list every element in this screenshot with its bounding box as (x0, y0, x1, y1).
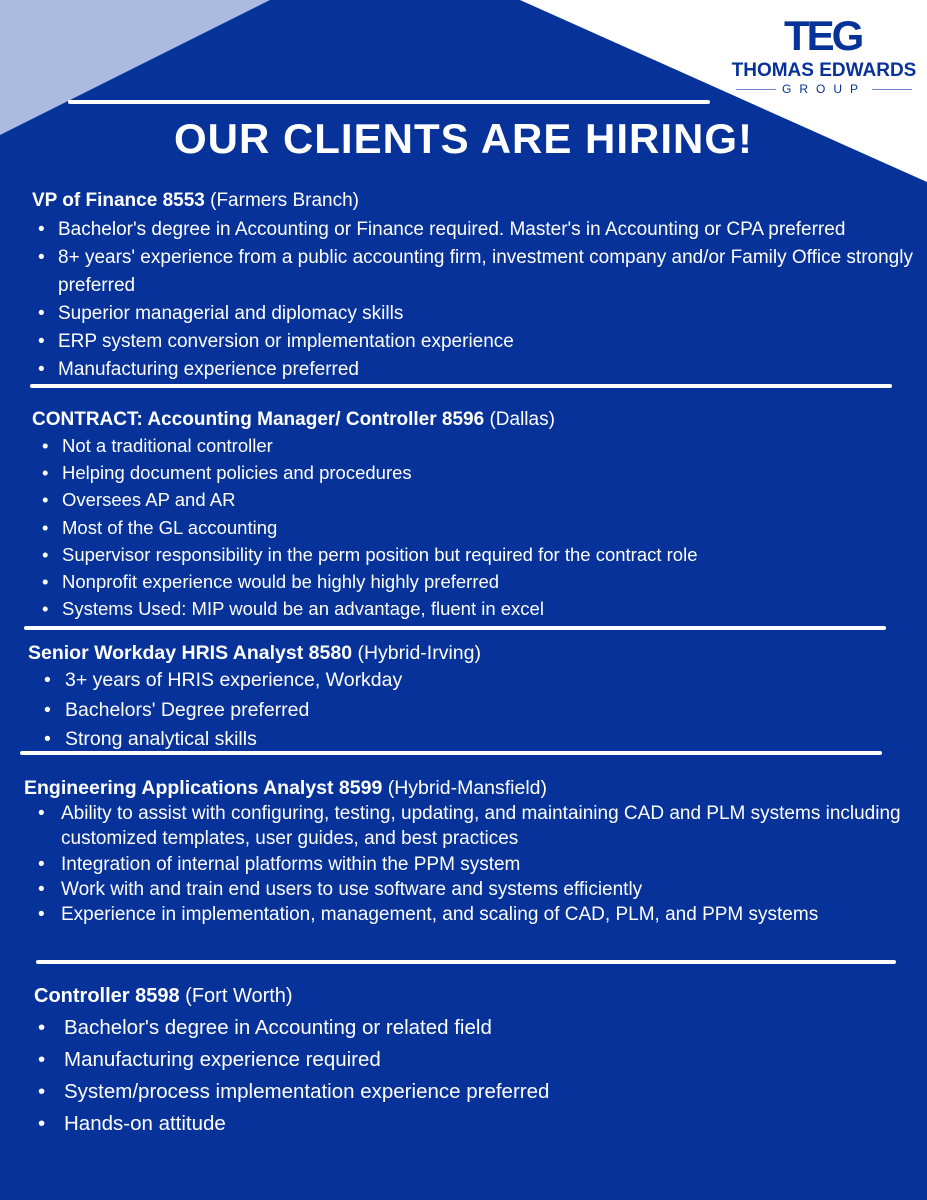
list-item: • Supervisor responsibility in the perm position but required for the contract role (32, 541, 912, 568)
job-location: (Hybrid-Irving) (357, 642, 481, 664)
job-title-text: VP of Finance 8553 (32, 190, 205, 211)
list-item: • Hands-on attitude (34, 1108, 914, 1140)
list-item: • Nonprofit experience would be highly highly preferred (32, 568, 912, 595)
job-location: (Fort Worth) (185, 985, 293, 1007)
list-item: • Bachelor's degree in Accounting or related field (34, 1012, 914, 1044)
job-listing-vp-finance (32, 189, 920, 384)
job-title (28, 640, 908, 666)
list-item: • Manufacturing experience preferred (32, 356, 920, 384)
list-item: • Strong analytical skills (28, 725, 908, 755)
job-listing-accounting-manager (32, 408, 912, 622)
job-title-text: Engineering Applications Analyst 8599 (24, 777, 383, 799)
logo-company-name: THOMAS EDWARDS (731, 60, 917, 81)
page-title: OUR CLIENTS ARE HIRING! (173, 115, 754, 162)
list-item: • Ability to assist with configuring, testing, updating, and maintaining CAD and PLM systems including customized templates, user guides, and best practices (24, 801, 904, 852)
list-item: • Not a traditional controller (32, 432, 912, 459)
list-item: • 8+ years' experience from a public accounting firm, investment company and/or Family Office strongly preferred (32, 244, 920, 300)
list-item: • Experience in implementation, management, and scaling of CAD, PLM, and PPM systems (24, 902, 904, 927)
list-item: • System/process implementation experience preferred (34, 1076, 914, 1108)
list-item: • Bachelors' Degree preferred (28, 696, 908, 726)
job-title (32, 189, 920, 213)
section-divider (36, 960, 896, 964)
list-item: • Oversees AP and AR (32, 486, 912, 513)
job-requirements-list (34, 1012, 914, 1140)
job-title-text: Senior Workday HRIS Analyst 8580 (28, 642, 353, 664)
job-title (24, 775, 904, 801)
list-item: • Integration of internal platforms within the PPM system (24, 852, 904, 877)
list-item: • Helping document policies and procedures (32, 459, 912, 486)
job-requirements-list (24, 801, 904, 927)
job-listing-engineering-analyst (24, 775, 904, 927)
list-item: • Systems Used: MIP would be an advantage, fluent in excel (32, 595, 912, 622)
header-divider (68, 100, 710, 104)
logo-mark: TEG (784, 12, 862, 59)
list-item: • ERP system conversion or implementation experience (32, 328, 920, 356)
job-requirements-list (32, 216, 920, 384)
list-item: • Bachelor's degree in Accounting or Finance required. Master's in Accounting or CPA preferred (32, 216, 920, 244)
section-divider (24, 626, 886, 630)
list-item: • 3+ years of HRIS experience, Workday (28, 666, 908, 696)
job-requirements-list (28, 666, 908, 755)
list-item: • Work with and train end users to use software and systems efficiently (24, 877, 904, 902)
job-location: (Dallas) (489, 409, 555, 430)
list-item: • Superior managerial and diplomacy skills (32, 300, 920, 328)
job-title (32, 408, 912, 432)
job-location: (Hybrid-Mansfield) (387, 777, 548, 799)
job-title-text: Controller 8598 (34, 985, 180, 1007)
list-item: • Most of the GL accounting (32, 514, 912, 541)
section-divider (30, 384, 892, 388)
job-title (34, 982, 914, 1010)
company-logo (726, 12, 922, 96)
logo-group-text: GROUP (781, 82, 866, 96)
job-listing-hris-analyst (28, 640, 908, 755)
job-listing-controller (34, 982, 914, 1140)
list-item: • Manufacturing experience required (34, 1044, 914, 1076)
section-divider (20, 751, 882, 755)
job-requirements-list (32, 432, 912, 622)
job-title-text: CONTRACT: Accounting Manager/ Controller 8596 (32, 409, 485, 430)
logo-divider-right (872, 89, 912, 90)
job-location: (Farmers Branch) (210, 190, 359, 211)
